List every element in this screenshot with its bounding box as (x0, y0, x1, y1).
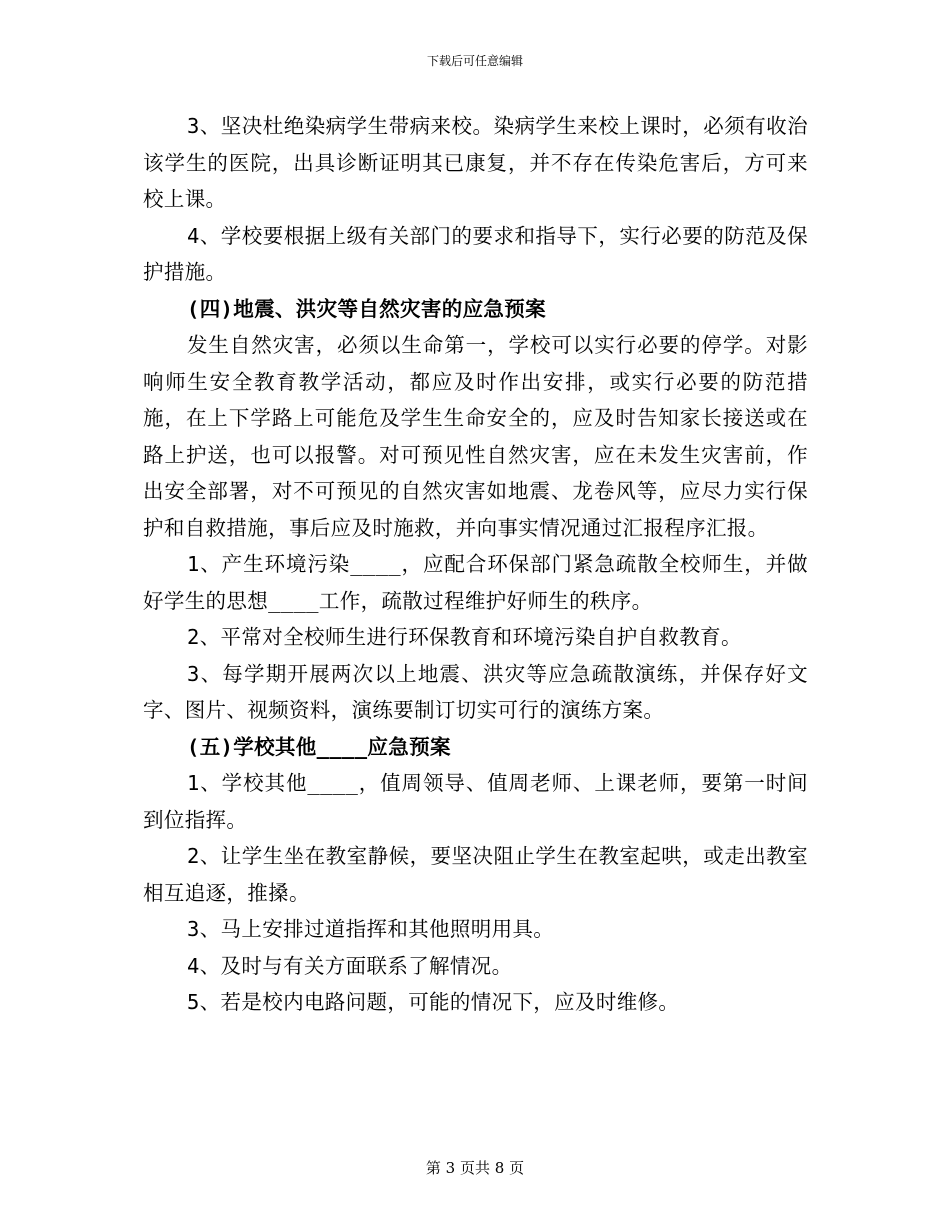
paragraph-env-item-1: 1、产生环境污染____，应配合环保部门紧急疏散全校师生，并做好学生的思想____工作，疏散过程维护好师生的秩序。 (143, 552, 808, 613)
paragraph-item-3: 3、坚决杜绝染病学生带病来校。染病学生来校上课时，必须有收治该学生的医院，出具诊断证明其已康复，并不存在传染危害后，方可来校上课。 (143, 114, 808, 211)
section-heading-5: (五)学校其他____应急预案 (187, 734, 451, 759)
paragraph-other-item-2: 2、让学生坐在教室静候，要坚决阻止学生在教室起哄，或走出教室相互追逐，推搡。 (143, 844, 808, 905)
document-body (143, 108, 808, 1021)
page-footer: 第 3 页共 8 页 (425, 1159, 525, 1177)
paragraph-other-item-4: 4、及时与有关方面联系了解情况。 (187, 953, 513, 978)
page-header: 下载后可任意编辑 (426, 54, 523, 68)
paragraph-natural-disaster: 发生自然灾害，必须以生命第一，学校可以实行必要的停学。对影响师生安全教育教学活动，都应及时作出安排，或实行必要的防范措施，在上下学路上可能危及学生生命安全的，应及时告知家长接送或在路上护送，也可以报警。对可预见性自然灾害，应在未发生灾害前，作出安全部署，对不可预见的自然灾害如地震、龙卷风等，应尽力实行保护和自救措施，事后应及时施救，并向事实情况通过汇报程序汇报。 (143, 333, 808, 540)
paragraph-env-item-3: 3、每学期开展两次以上地震、洪灾等应急疏散演练，并保存好文字、图片、视频资料，演练要制订切实可行的演练方案。 (143, 661, 808, 722)
section-heading-4: (四)地震、洪灾等自然灾害的应急预案 (187, 296, 546, 321)
paragraph-other-item-5: 5、若是校内电路问题，可能的情况下，应及时维修。 (187, 990, 680, 1014)
paragraph-env-item-2: 2、平常对全校师生进行环保教育和环境污染自护自救教育。 (187, 625, 742, 649)
paragraph-other-item-3: 3、马上安排过道指挥和其他照明用具。 (187, 917, 555, 941)
paragraph-other-item-1: 1、学校其他____，值周领导、值周老师、上课老师，要第一时间到位指挥。 (143, 771, 808, 832)
paragraph-item-4: 4、学校要根据上级有关部门的要求和指导下，实行必要的防范及保护措施。 (143, 223, 808, 284)
